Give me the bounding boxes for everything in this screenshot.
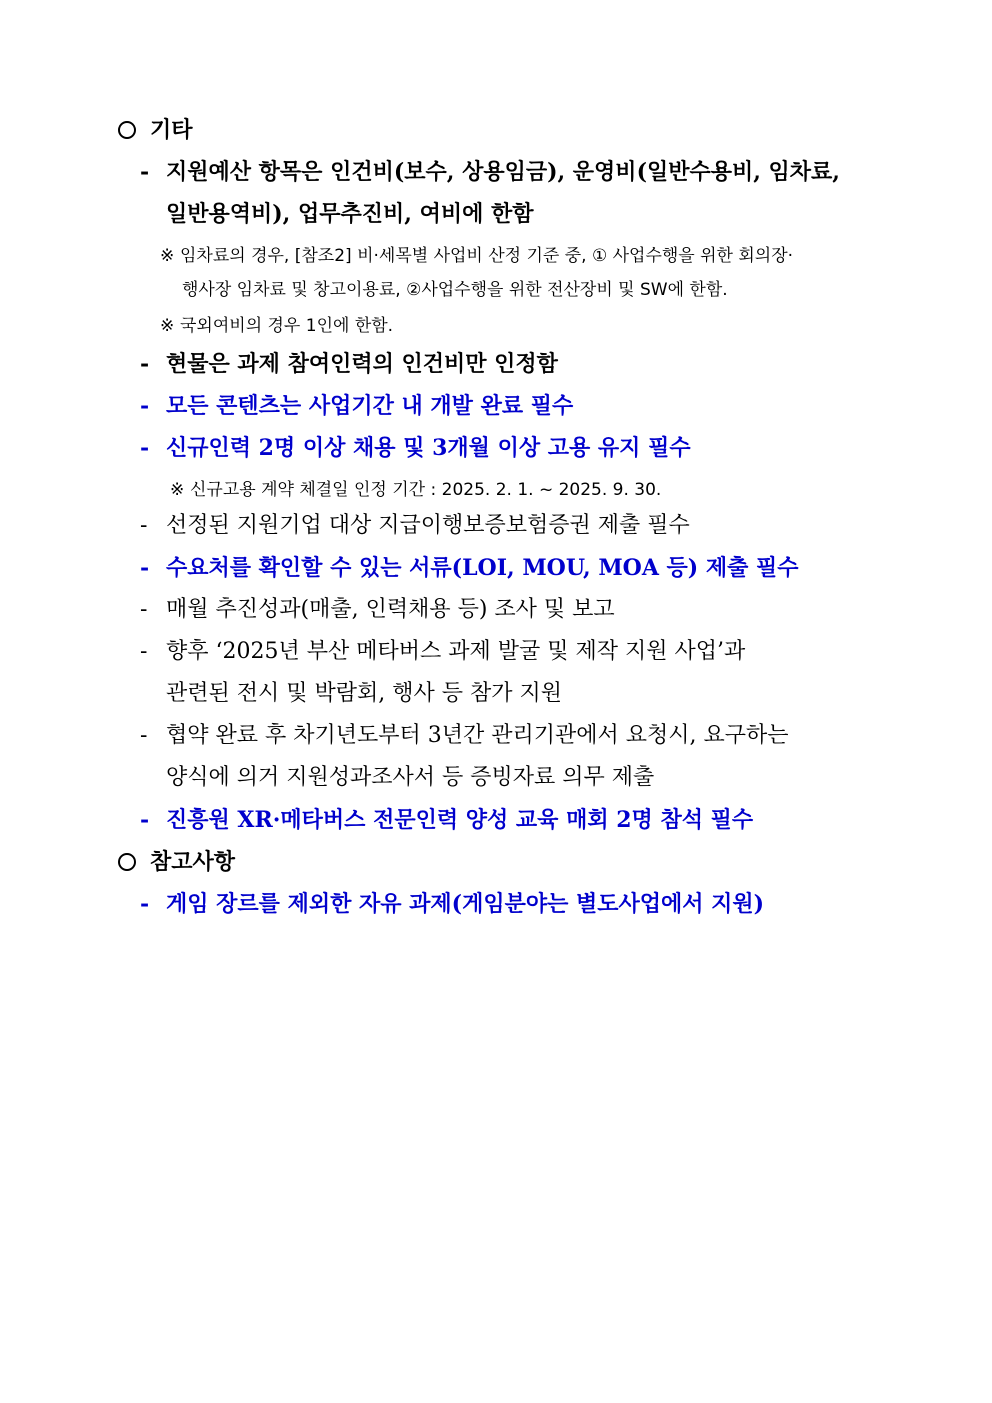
item-text: 양식에 의거 지원성과조사서 등 증빙자료 의무 제출 (166, 765, 655, 790)
list-item (140, 638, 745, 666)
list-item-highlighted (140, 890, 764, 918)
item-text: 관련된 전시 및 박람회, 행사 등 참가 지원 (166, 681, 562, 706)
list-item (140, 512, 690, 540)
note-text: 국외여비의 경우 1인에 한함. (180, 316, 394, 336)
dash-bullet: - (140, 597, 148, 622)
item-text: 신규인력 2명 이상 채용 및 3개월 이상 고용 유지 필수 (166, 435, 691, 461)
item-text: 일반용역비), 업무추진비, 여비에 한함 (166, 201, 534, 227)
list-item-continuation (166, 200, 534, 228)
item-text: 수요처를 확인할 수 있는 서류(LOI, MOU, MOA 등) 제출 필수 (166, 555, 799, 581)
item-text: 선정된 지원기업 대상 지급이행보증보험증권 제출 필수 (166, 513, 690, 538)
list-item (140, 722, 789, 750)
dash-bullet: - (140, 159, 150, 185)
item-text: 현물은 과제 참여인력의 인건비만 인정함 (166, 351, 558, 377)
dash-bullet: - (140, 351, 150, 377)
list-item (140, 350, 558, 378)
dash-bullet: - (140, 555, 150, 581)
list-item-continuation (166, 764, 654, 792)
section-title: 참고사항 (150, 849, 236, 875)
list-item (140, 596, 615, 624)
list-item-highlighted (140, 806, 753, 834)
note-item (160, 244, 793, 268)
dash-bullet: - (140, 723, 148, 748)
item-text: 향후 ‘2025년 부산 메타버스 과제 발굴 및 제작 지원 사업’과 (166, 639, 746, 664)
item-text: 게임 장르를 제외한 자유 과제(게임분야는 별도사업에서 지원) (166, 891, 765, 917)
dash-bullet: - (140, 639, 148, 664)
note-mark: ※ (170, 480, 185, 500)
note-text: 신규고용 계약 체결일 인정 기간 : 2025. 2. 1. ~ 2025. 9. 30. (190, 480, 662, 500)
list-item-highlighted (140, 434, 691, 462)
dash-bullet: - (140, 807, 150, 833)
list-item-highlighted (140, 554, 799, 582)
note-item-continuation (182, 278, 728, 302)
section-heading-etc (118, 116, 193, 144)
dash-bullet: - (140, 891, 150, 917)
note-text: 행사장 임차료 및 창고이용료, ②사업수행을 위한 전산장비 및 SW에 한함. (182, 280, 728, 300)
note-mark: ※ (160, 316, 175, 336)
item-text: 모든 콘텐츠는 사업기간 내 개발 완료 필수 (166, 393, 574, 419)
item-text: 지원예산 항목은 인건비(보수, 상용임금), 운영비(일반수용비, 임차료, (166, 159, 840, 185)
item-text: 진흥원 XR·메타버스 전문인력 양성 교육 매회 2명 참석 필수 (166, 807, 754, 833)
section-title: 기타 (150, 117, 193, 143)
note-item (170, 478, 661, 502)
note-text: 임차료의 경우, [참조2] 비·세목별 사업비 산정 기준 중, ① 사업수행을 위한 회의장· (180, 246, 794, 266)
circle-bullet-icon (118, 853, 136, 871)
item-text: 매월 추진성과(매출, 인력채용 등) 조사 및 보고 (166, 597, 615, 622)
dash-bullet: - (140, 435, 150, 461)
list-item-continuation (166, 680, 562, 708)
list-item (140, 158, 840, 186)
dash-bullet: - (140, 513, 148, 538)
list-item-highlighted (140, 392, 573, 420)
section-heading-reference (118, 848, 235, 876)
circle-bullet-icon (118, 121, 136, 139)
note-mark: ※ (160, 246, 175, 266)
dash-bullet: - (140, 393, 150, 419)
note-item (160, 314, 393, 338)
item-text: 협약 완료 후 차기년도부터 3년간 관리기관에서 요청시, 요구하는 (166, 723, 789, 748)
